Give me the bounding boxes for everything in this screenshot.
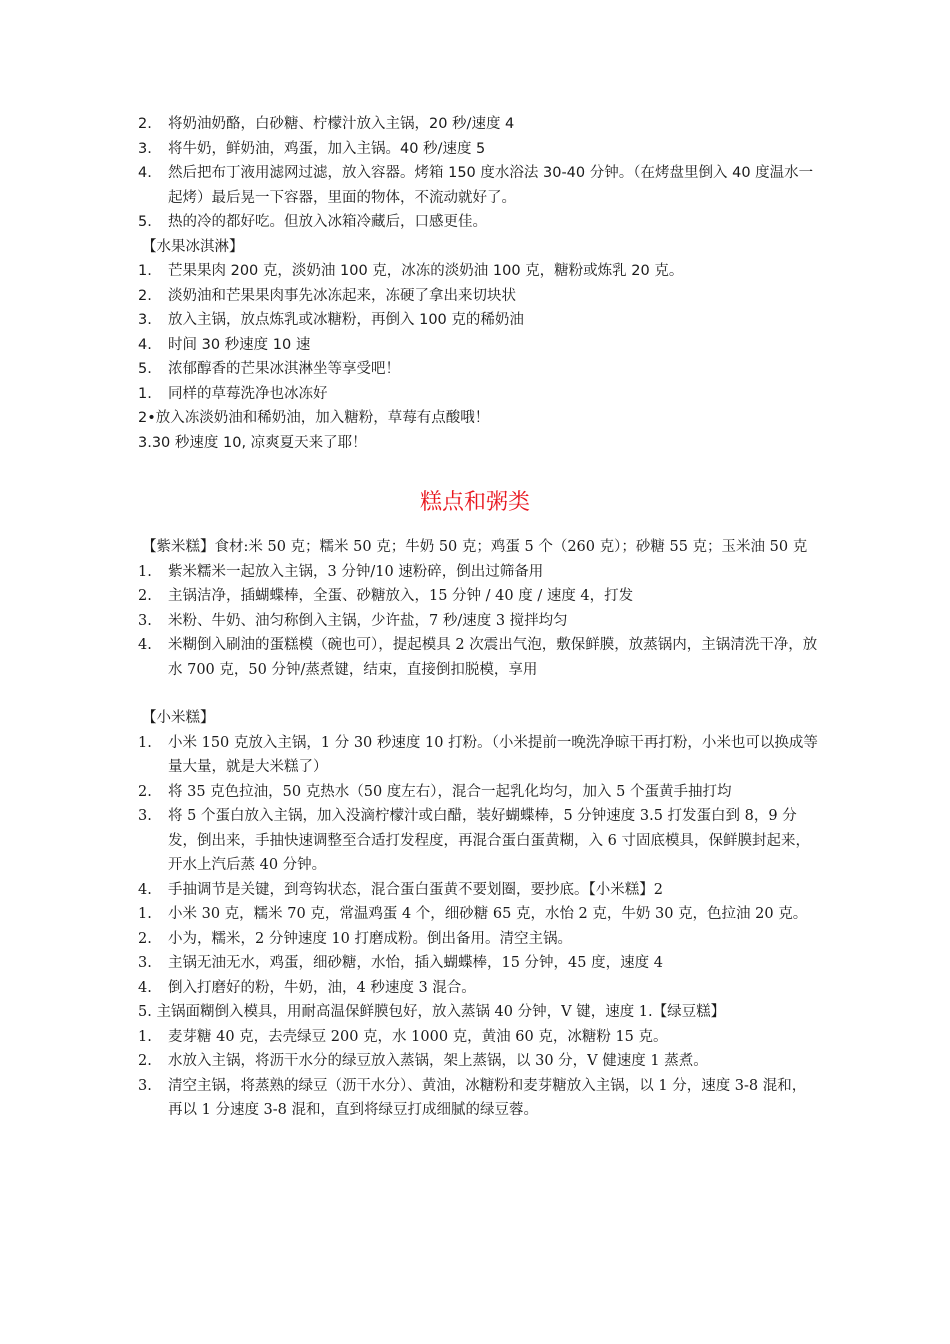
recipe-intro: 【紫米糕】食材:米 50 克；糯米 50 克；牛奶 50 克；鸡蛋 5 个（260 克）；砂糖 55 克；玉米油 50 克 xyxy=(142,539,808,555)
list-item: 3. 将牛奶，鲜奶油，鸡蛋，加入主锅。40 秒/速度 5 xyxy=(138,140,486,157)
recipe-heading: 【水果冰淇淋】 xyxy=(142,238,244,255)
list-item: 2. 小为，糯米，2 分钟速度 10 打磨成粉。倒出备用。清空主锅。 xyxy=(138,930,573,947)
list-item: 4. 然后把布丁液用滤网过滤，放入容器。烤箱 150 度水浴法 30-40 分钟。（在烤盘里倒入 40 度温水一起烤）最后晃一下容器，里面的物体，不流动就好了。 xyxy=(138,165,814,206)
list-item: 2. 将奶油奶酪，白砂糖、柠檬汁放入主锅，20 秒/速度 4 xyxy=(138,116,515,132)
list-item: 1. 同样的草莓洗净也冰冻好 xyxy=(138,385,328,402)
list-item: 1. 小米 30 克，糯米 70 克，常温鸡蛋 4 个，细砂糖 65 克，水怡 2 克，牛奶 30 克，色拉油 20 克。 xyxy=(138,906,808,922)
recipe-heading: 【小米糕】 xyxy=(142,710,215,726)
section-title: 糕点和粥类 xyxy=(419,490,530,515)
list-item: 3. 主锅无油无水，鸡蛋，细砂糖，水怡，插入蝴蝶棒，15 分钟，45 度，速度 4 xyxy=(138,955,663,971)
list-item: 1. 紫米糯米一起放入主锅，3 分钟/10 速粉碎，倒出过筛备用 xyxy=(138,563,544,580)
cakes-block xyxy=(138,535,818,1123)
list-item: 4. 手抽调节是关键，到弯钩状态，混合蛋白蛋黄不要划圈，要抄底。【小米糕】2 xyxy=(138,881,663,898)
list-item: 3. 放入主锅，放点炼乳或冰糖粉，再倒入 100 克的稀奶油 xyxy=(138,312,524,328)
list-item: 5. 浓郁醇香的芒果冰淇淋坐等享受吧！ xyxy=(138,361,400,377)
text-paragraph: 5. 主锅面糊倒入模具，用耐高温保鲜膜包好，放入蒸锅 40 分钟，V 键，速度 1.【绿豆糕】 xyxy=(138,1004,726,1020)
list-item: 2. 水放入主锅，将沥干水分的绿豆放入蒸锅，架上蒸锅，以 30 分，V 健速度 1 蒸煮。 xyxy=(138,1053,708,1069)
list-item: 2. 淡奶油和芒果果肉事先冰冻起来，冻硬了拿出来切块状 xyxy=(138,287,516,304)
text-line: 2•放入冻淡奶油和稀奶油，加入糖粉，草莓有点酸哦！ xyxy=(138,410,490,426)
list-item: 4. 米糊倒入刷油的蛋糕模（碗也可），提起模具 2 次震出气泡，敷保鲜膜，放蒸锅内，主锅清洗干净，放水 700 克，50 分钟/蒸煮键，结束，直接倒扣脱模，享用 xyxy=(138,637,818,678)
list-item: 5. 热的冷的都好吃。但放入冰箱冷藏后，口感更佳。 xyxy=(138,214,487,230)
list-item: 2. 将 35 克色拉油，50 克热水（50 度左右），混合一起乳化均匀，加入 5 个蛋黄手抽打均 xyxy=(138,783,732,800)
list-item: 3. 将 5 个蛋白放入主锅，加入没滴柠檬汁或白醋，装好蝴蝶棒，5 分钟速度 3.5 打发蛋白到 8，9 分发，倒出来，手抽快速调整至合适打发程度，再混合蛋白蛋黄糊，入 6 寸固底模具，保鲜膜封起来，开水上汽后蒸 40 分钟。 xyxy=(138,808,810,873)
list-item: 1. 小米 150 克放入主锅，1 分 30 秒速度 10 打粉。（小米提前一晚洗净晾干再打粉，小米也可以换成等量大量，就是大米糕了） xyxy=(138,734,818,775)
text-line: 3.30 秒速度 10, 凉爽夏天来了耶！ xyxy=(138,434,367,451)
list-item: 3. 米粉、牛奶、油匀称倒入主锅，少许盐，7 秒/速度 3 搅拌均匀 xyxy=(138,612,568,629)
pudding-and-icecream-block xyxy=(138,112,818,455)
list-item: 1. 芒果果肉 200 克，淡奶油 100 克，冰冻的淡奶油 100 克，糖粉或炼乳 20 克。 xyxy=(138,263,684,279)
list-item: 4. 时间 30 秒速度 10 速 xyxy=(138,336,311,353)
list-item: 1. 麦芽糖 40 克，去壳绿豆 200 克，水 1000 克，黄油 60 克，冰糖粉 15 克。 xyxy=(138,1028,668,1045)
list-item: 2. 主锅洁净，插蝴蝶棒，全蛋、砂糖放入，15 分钟 / 40 度 / 速度 4，打发 xyxy=(138,588,634,604)
list-item: 4. 倒入打磨好的粉，牛奶，油，4 秒速度 3 混合。 xyxy=(138,979,476,996)
list-item: 3. 清空主锅，将蒸熟的绿豆（沥干水分）、黄油，冰糖粉和麦芽糖放入主锅，以 1 分，速度 3-8 混和，再以 1 分速度 3-8 混和，直到将绿豆打成细腻的绿豆蓉。 xyxy=(138,1077,807,1118)
spacer xyxy=(138,682,818,706)
